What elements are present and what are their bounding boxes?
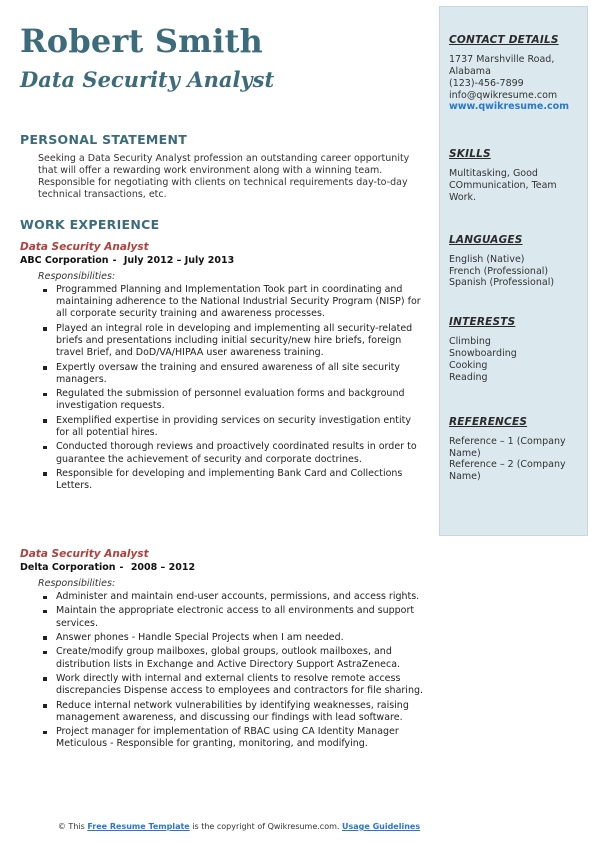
personal-statement-text: Seeking a Data Security Analyst profession an outstanding career opportunity that will offer a rewarding work environment along with a winning team. Responsible for negotiating with clients on technical requirements day-to-day technical transactions, etc. xyxy=(38,153,410,200)
responsibility-item: Answer phones - Handle Special Projects when I am needed. xyxy=(56,632,425,644)
contact-phone: (123)-456-7899 xyxy=(449,78,524,89)
responsibility-item: Regulated the submission of personnel evaluation forms and background investigation requests. xyxy=(56,388,425,412)
usage-guidelines-link[interactable]: Usage Guidelines xyxy=(341,822,421,831)
sidebar xyxy=(439,6,588,536)
responsibility-list xyxy=(20,284,425,492)
contact-website-link[interactable]: www.qwikresume.com xyxy=(449,101,570,112)
responsibility-item: Exemplified expertise in providing services on security investigation entity for all potential hires. xyxy=(56,415,425,439)
contact-heading: CONTACT DETAILS xyxy=(449,34,559,46)
responsibility-item: Responsible for developing and implementing Bank Card and Collections Letters. xyxy=(56,468,425,492)
reference-item: Reference – 2 (Company Name) xyxy=(449,459,566,482)
responsibilities-label: Responsibilities: xyxy=(38,578,116,589)
job-entry xyxy=(20,548,425,753)
job-company: ABC Corporation xyxy=(20,255,109,266)
responsibility-item: Administer and maintain end-user accounts, permissions, and access rights. xyxy=(56,591,425,603)
job-company: Delta Corporation xyxy=(20,562,116,573)
job-company-line xyxy=(20,561,425,574)
language-item: English (Native) xyxy=(449,254,525,265)
responsibility-item: Project manager for implementation of RBAC using CA Identity Manager Meticulous - Responsible for granting, monitoring, and modifying. xyxy=(56,726,425,750)
responsibility-item: Expertly oversaw the training and ensured awareness of all site security managers. xyxy=(56,362,425,386)
job-dates: July 2012 – July 2013 xyxy=(123,255,235,266)
candidate-name: Robert Smith xyxy=(20,22,264,60)
skills-text: Multitasking, Good COmmunication, Team Work. xyxy=(449,168,557,203)
responsibilities-label: Responsibilities: xyxy=(38,271,116,282)
candidate-role: Data Security Analyst xyxy=(20,67,275,92)
job-separator: - xyxy=(112,255,117,266)
references-heading: REFERENCES xyxy=(449,416,528,428)
personal-statement-heading: PERSONAL STATEMENT xyxy=(20,132,188,147)
contact-address: 1737 Marshville Road, Alabama xyxy=(449,54,555,77)
work-experience-heading: WORK EXPERIENCE xyxy=(20,217,160,232)
footer xyxy=(0,822,478,831)
languages-heading: LANGUAGES xyxy=(449,234,523,246)
interests-heading: INTERESTS xyxy=(449,316,516,328)
responsibility-item: Conducted thorough reviews and proactively coordinated results in order to guarantee the achievement of security and corporate doctrines. xyxy=(56,441,425,465)
responsibility-item: Maintain the appropriate electronic access to all environments and support services. xyxy=(56,605,425,629)
contact-email: info@qwikresume.com xyxy=(449,90,558,101)
responsibility-item: Reduce internal network vulnerabilities by identifying weaknesses, raising management awareness, and discussing our findings with lead software. xyxy=(56,700,425,724)
responsibility-item: Programmed Planning and Implementation Took part in coordinating and maintaining adherence to the National Industrial Security Program (NISP) for all corporate security training and awareness processes. xyxy=(56,284,425,321)
job-entry xyxy=(20,241,425,495)
reference-item: Reference – 1 (Company Name) xyxy=(449,436,566,459)
job-separator: - xyxy=(119,562,124,573)
language-item: Spanish (Professional) xyxy=(449,277,555,288)
free-resume-template-link[interactable]: Free Resume Template xyxy=(87,822,190,831)
job-title: Data Security Analyst xyxy=(20,548,149,560)
responsibility-item: Create/modify group mailboxes, global groups, outlook mailboxes, and distribution lists in Exchange and Active Directory Support AstraZeneca. xyxy=(56,646,425,670)
responsibility-item: Played an integral role in developing and implementing all security-related briefs and presentations including initial security/new hire briefs, foreign travel Brief, and DoD/VA/HIPAA user awareness training. xyxy=(56,323,425,360)
interest-item: Climbing xyxy=(449,336,491,347)
footer-middle: is the copyright of Qwikresume.com. xyxy=(189,822,342,831)
responsibility-item: Work directly with internal and external clients to resolve remote access discrepancies Dispense access to employees and contractors for file sharing. xyxy=(56,672,424,697)
skills-heading: SKILLS xyxy=(449,148,491,160)
job-company-line xyxy=(20,254,425,267)
job-dates: 2008 – 2012 xyxy=(130,562,196,573)
job-title: Data Security Analyst xyxy=(20,241,149,253)
footer-prefix: © This xyxy=(57,822,88,831)
interest-item: Snowboarding xyxy=(449,348,517,359)
interest-item: Reading xyxy=(449,372,488,383)
interest-item: Cooking xyxy=(449,360,488,371)
language-item: French (Professional) xyxy=(449,266,549,277)
responsibility-list xyxy=(20,591,425,751)
